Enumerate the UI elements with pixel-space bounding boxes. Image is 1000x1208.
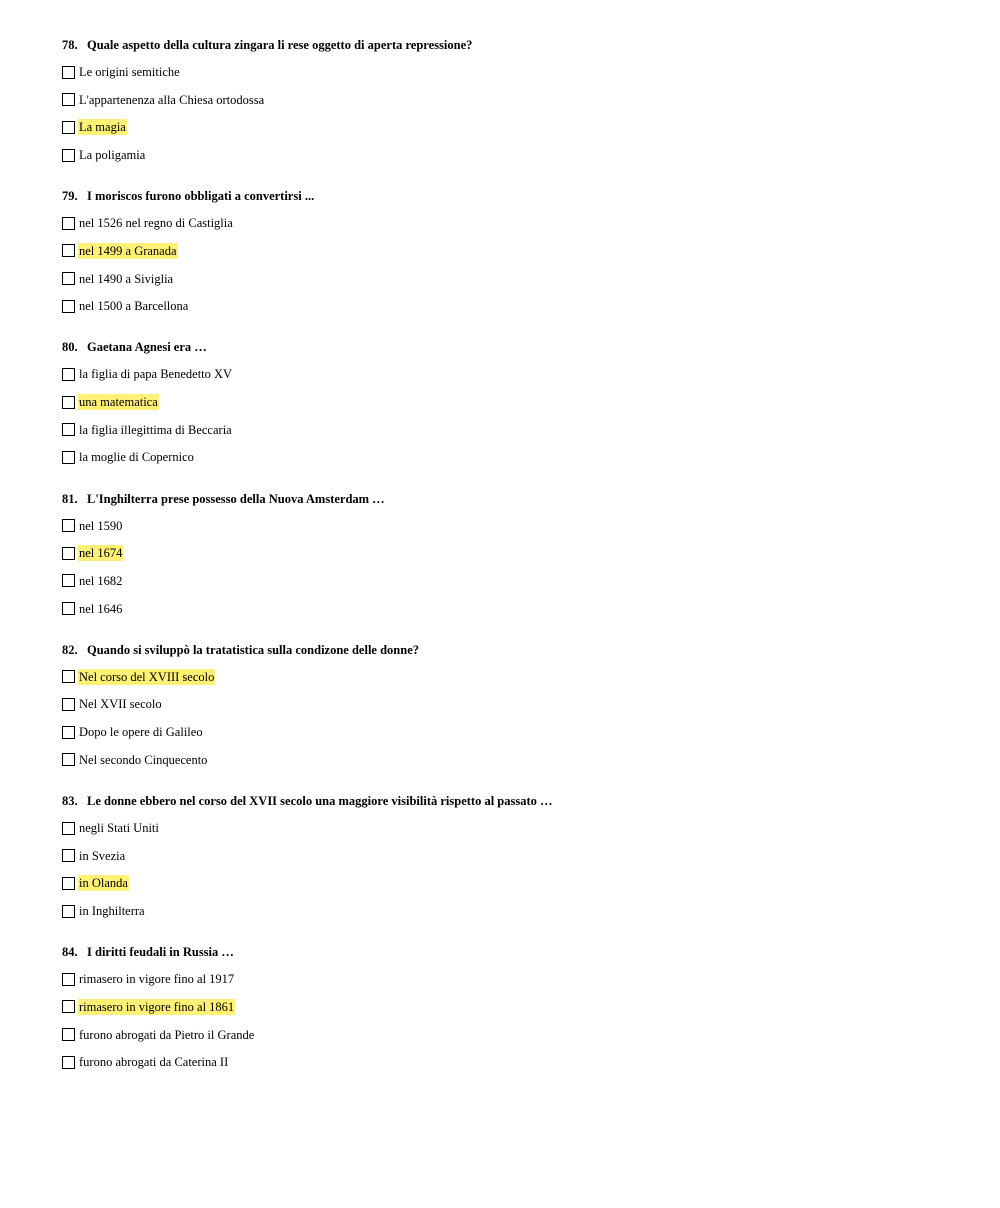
answer-checkbox[interactable] [62, 423, 75, 436]
answer-text: furono abrogati da Pietro il Grande [79, 1027, 255, 1042]
answer-option[interactable] [62, 271, 962, 287]
answer-text-highlighted: una matematica [79, 395, 158, 410]
answer-checkbox[interactable] [62, 905, 75, 918]
answer-option[interactable] [62, 752, 962, 768]
answer-options [62, 971, 962, 1070]
answer-text: nel 1646 [79, 601, 123, 616]
answer-text: furono abrogati da Caterina II [79, 1055, 229, 1070]
answer-option[interactable] [62, 298, 962, 314]
answer-text-highlighted: in Olanda [79, 876, 128, 891]
answer-option[interactable] [62, 394, 962, 410]
answer-option[interactable] [62, 669, 962, 685]
answer-options [62, 215, 962, 314]
answer-text: negli Stati Uniti [79, 821, 159, 835]
answer-text-highlighted: La magia [79, 120, 126, 135]
question-number: 83. [62, 794, 78, 808]
question-title [62, 188, 962, 204]
question-title [62, 339, 962, 355]
answer-option[interactable] [62, 573, 962, 589]
answer-checkbox[interactable] [62, 451, 75, 464]
answer-text: Dopo le opere di Galileo [79, 725, 203, 740]
question-number: 79. [62, 189, 78, 204]
question-number: 82. [62, 642, 78, 657]
answer-checkbox[interactable] [62, 1028, 75, 1041]
answer-checkbox[interactable] [62, 973, 75, 986]
answer-text: la figlia di papa Benedetto XV [79, 367, 233, 382]
answer-checkbox[interactable] [62, 602, 75, 615]
question-text: L'Inghilterra prese possesso della Nuova Amsterdam … [87, 491, 385, 506]
answer-text-highlighted: nel 1674 [79, 546, 123, 561]
answer-text: in Svezia [79, 848, 126, 863]
answer-option[interactable] [62, 1027, 962, 1043]
question-block [62, 339, 962, 477]
answer-checkbox[interactable] [62, 726, 75, 739]
answer-checkbox[interactable] [62, 574, 75, 587]
question-text: Quale aspetto della cultura zingara li rese oggetto di aperta repressione? [87, 38, 473, 52]
answer-checkbox[interactable] [62, 877, 75, 890]
answer-checkbox[interactable] [62, 849, 75, 862]
question-text: Gaetana Agnesi era … [87, 340, 207, 355]
answer-text: nel 1590 [79, 518, 123, 533]
answer-option[interactable] [62, 971, 962, 987]
answer-option[interactable] [62, 545, 962, 561]
answer-checkbox[interactable] [62, 93, 75, 106]
answer-text: Nel XVII secolo [79, 697, 162, 712]
answer-checkbox[interactable] [62, 396, 75, 409]
answer-option[interactable] [62, 820, 962, 836]
question-number: 78. [62, 38, 78, 52]
answer-options [62, 518, 962, 617]
answer-option[interactable] [62, 215, 962, 231]
answer-checkbox[interactable] [62, 244, 75, 257]
question-number: 80. [62, 340, 78, 355]
question-title [62, 491, 962, 507]
answer-text: nel 1682 [79, 573, 123, 588]
question-block [62, 491, 962, 629]
answer-text: in Inghilterra [79, 904, 145, 919]
answer-option[interactable] [62, 366, 962, 382]
answer-checkbox[interactable] [62, 670, 75, 683]
answer-text: Nel secondo Cinquecento [79, 752, 208, 767]
answer-text: nel 1526 nel regno di Castiglia [79, 216, 233, 231]
answer-option[interactable] [62, 147, 962, 163]
answer-options [62, 669, 962, 768]
question-title [62, 642, 962, 658]
answer-text-highlighted: Nel corso del XVIII secolo [79, 669, 215, 684]
answer-text: Le origini semitiche [79, 65, 180, 79]
answer-text-highlighted: rimasero in vigore fino al 1861 [79, 999, 235, 1014]
answer-option[interactable] [62, 696, 962, 712]
question-text: Le donne ebbero nel corso del XVII secolo una maggiore visibilità rispetto al passato … [87, 794, 553, 808]
question-block [62, 944, 962, 1082]
answer-option[interactable] [62, 92, 962, 108]
answer-text: rimasero in vigore fino al 1917 [79, 972, 235, 987]
question-text: I moriscos furono obbligati a convertirsi ... [87, 189, 315, 204]
answer-checkbox[interactable] [62, 547, 75, 560]
answer-option[interactable] [62, 422, 962, 438]
answer-checkbox[interactable] [62, 822, 75, 835]
answer-options [62, 64, 962, 163]
question-number: 84. [62, 945, 78, 960]
answer-text: nel 1490 a Siviglia [79, 271, 174, 286]
answer-text: la moglie di Copernico [79, 450, 194, 465]
question-title [62, 944, 962, 960]
answer-checkbox[interactable] [62, 272, 75, 285]
answer-option[interactable] [62, 848, 962, 864]
answer-option[interactable] [62, 119, 962, 135]
question-text: I diritti feudali in Russia … [87, 945, 234, 960]
answer-checkbox[interactable] [62, 698, 75, 711]
answer-checkbox[interactable] [62, 519, 75, 532]
answer-text-highlighted: nel 1499 a Granada [79, 243, 177, 258]
question-title [62, 793, 962, 809]
answer-checkbox[interactable] [62, 753, 75, 766]
answer-checkbox[interactable] [62, 66, 75, 79]
question-text: Quando si sviluppò la tratatistica sulla condizone delle donne? [87, 642, 419, 657]
answer-options [62, 820, 962, 919]
answer-option[interactable] [62, 875, 962, 891]
answer-checkbox[interactable] [62, 149, 75, 162]
answer-checkbox[interactable] [62, 217, 75, 230]
answer-text: nel 1500 a Barcellona [79, 299, 189, 314]
answer-text: la figlia illegittima di Beccaria [79, 422, 232, 437]
answer-checkbox[interactable] [62, 1056, 75, 1069]
question-block [62, 188, 962, 326]
question-number: 81. [62, 491, 78, 506]
answer-option[interactable] [62, 999, 962, 1015]
question-title [62, 37, 962, 53]
answer-option[interactable] [62, 449, 962, 465]
question-block [62, 793, 962, 931]
answer-option[interactable] [62, 601, 962, 617]
question-block [62, 37, 962, 175]
answer-text: L'appartenenza alla Chiesa ortodossa [79, 92, 265, 107]
question-block [62, 642, 962, 780]
answer-option[interactable] [62, 64, 962, 80]
answer-options [62, 366, 962, 465]
answer-option[interactable] [62, 903, 962, 919]
answer-option[interactable] [62, 1054, 962, 1070]
answer-checkbox[interactable] [62, 1000, 75, 1013]
answer-checkbox[interactable] [62, 368, 75, 381]
answer-option[interactable] [62, 243, 962, 259]
answer-option[interactable] [62, 724, 962, 740]
answer-checkbox[interactable] [62, 300, 75, 313]
answer-checkbox[interactable] [62, 121, 75, 134]
answer-option[interactable] [62, 518, 962, 534]
answer-text: La poligamia [79, 148, 146, 163]
